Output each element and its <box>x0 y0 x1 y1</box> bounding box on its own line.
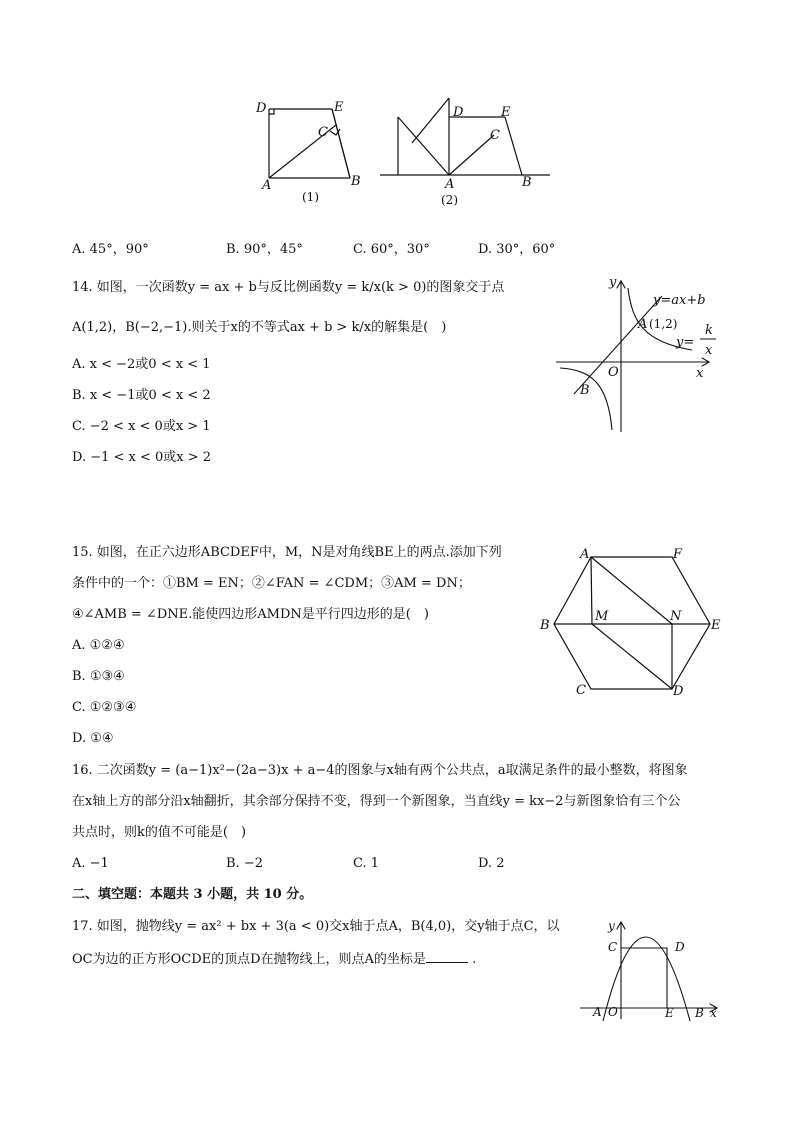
q13-f1-caption: (1) <box>302 190 319 204</box>
q13-f2-D: D <box>453 105 464 120</box>
q15-stem-line1: 15. 如图，在正六边形ABCDEF中，M，N是对角线BE上的两点.添加下列 <box>72 545 502 560</box>
q16-option-a[interactable]: A. −1 <box>72 856 109 871</box>
q14-point-B: B <box>580 383 590 398</box>
q15-vertex-A: A <box>580 547 590 562</box>
q17-point-D: D <box>675 940 685 954</box>
q16-stem-line2: 在x轴上方的部分沿x轴翻折，其余部分保持不变，得到一个新图象，当直线y = kx−2与新图象恰有三个公 <box>72 794 681 809</box>
section-title-fill-in: 二、填空题：本题共 3 小题，共 10 分。 <box>72 887 313 902</box>
q17-stem-line2 <box>72 950 476 969</box>
q17-stem-end: . <box>472 952 477 967</box>
q13-f2-E: E <box>501 105 511 120</box>
q14-option-d[interactable]: D. −1 < x < 0或x > 2 <box>72 450 212 465</box>
q14-stem-line2: A(1,2)，B(−2,−1).则关于x的不等式ax + b > k/x的解集是( ) <box>72 320 447 335</box>
q13-option-c[interactable]: C. 60°，30° <box>353 242 430 257</box>
q17-origin-O: O <box>608 1005 618 1019</box>
q15-vertex-B: B <box>540 618 550 633</box>
q13-option-b[interactable]: B. 90°，45° <box>226 242 303 257</box>
q13-f1-B: B <box>351 174 361 189</box>
q13-f2-C: C <box>490 128 500 143</box>
q17-answer-blank[interactable] <box>426 950 468 963</box>
q13-f2-A: A <box>445 177 455 192</box>
q17-stem-text: OC为边的正方形OCDE的顶点D在抛物线上，则点A的坐标是 <box>72 952 426 967</box>
q15-option-d[interactable]: D. ①④ <box>72 731 114 746</box>
q17-stem-line1: 17. 如图，抛物线y = ax² + bx + 3(a < 0)交x轴于点A，B(4,0)，交y轴于点C，以 <box>72 919 560 934</box>
q13-f2-caption: (2) <box>441 193 458 207</box>
q15-point-M: M <box>595 609 609 624</box>
q15-stem-line3: ④∠AMB = ∠DNE.能使四边形AMDN是平行四边形的是( ) <box>72 607 429 622</box>
q13-f1-C: C <box>318 125 328 140</box>
q15-stem-line2: 条件中的一个：①BM = EN；②∠FAN = ∠CDM；③AM = DN； <box>72 576 471 591</box>
q13-f1-D: D <box>256 101 267 116</box>
q14-axis-y: y <box>609 275 617 290</box>
q13-option-d[interactable]: D. 30°，60° <box>478 242 556 257</box>
q16-option-d[interactable]: D. 2 <box>478 856 505 871</box>
q15-vertex-F: F <box>673 547 683 562</box>
q17-point-A: A <box>593 1005 602 1019</box>
q17-point-E: E <box>665 1006 674 1020</box>
q14-curve-k: k <box>705 323 713 338</box>
q17-axis-y: y <box>608 919 615 933</box>
q13-option-a[interactable]: A. 45°，90° <box>72 242 149 257</box>
q15-vertex-E: E <box>711 618 721 633</box>
q13-f1-A: A <box>262 178 272 193</box>
q14-point-A: A <box>638 317 648 332</box>
q17-axis-x: x <box>710 1006 717 1020</box>
q14-option-a[interactable]: A. x < −2或0 < x < 1 <box>72 357 211 372</box>
q17-point-C: C <box>608 940 618 954</box>
q14-stem-line1: 14. 如图，一次函数y = ax + b与反比例函数y = k/x(k > 0)的图象交于点 <box>72 280 505 295</box>
q16-option-b[interactable]: B. −2 <box>226 856 263 871</box>
q17-parabola-figure <box>578 913 728 1023</box>
q15-point-N: N <box>670 609 682 624</box>
q16-option-c[interactable]: C. 1 <box>353 856 380 871</box>
q14-curve-y: y= <box>676 335 695 350</box>
q13-figure <box>250 95 550 210</box>
q16-stem-line3: 共点时，则k的值不可能是( ) <box>72 825 247 840</box>
q13-f2-B: B <box>522 175 532 190</box>
q14-option-c[interactable]: C. −2 < x < 0或x > 1 <box>72 419 211 434</box>
q14-axis-x: x <box>696 366 704 381</box>
q14-origin-O: O <box>608 365 619 380</box>
q15-option-b[interactable]: B. ①③④ <box>72 669 125 684</box>
q16-stem-line1: 16. 二次函数y = (a−1)x²−(2a−3)x + a−4的图象与x轴有两个公共点，a取满足条件的最小整数，将图象 <box>72 763 688 778</box>
q14-point-A-coord: (1,2) <box>649 317 678 331</box>
q15-vertex-C: C <box>576 683 586 698</box>
q14-curve-x: x <box>705 343 713 358</box>
q13-f1-E: E <box>334 100 344 115</box>
q15-option-c[interactable]: C. ①②③④ <box>72 700 137 715</box>
q15-vertex-D: D <box>673 684 684 699</box>
q14-option-b[interactable]: B. x < −1或0 < x < 2 <box>72 388 211 403</box>
q15-option-a[interactable]: A. ①②④ <box>72 638 125 653</box>
q14-graph <box>552 272 722 434</box>
q15-hexagon-figure <box>536 543 726 699</box>
q17-point-B: B <box>695 1006 704 1020</box>
q14-line-label: y=ax+b <box>653 293 706 308</box>
